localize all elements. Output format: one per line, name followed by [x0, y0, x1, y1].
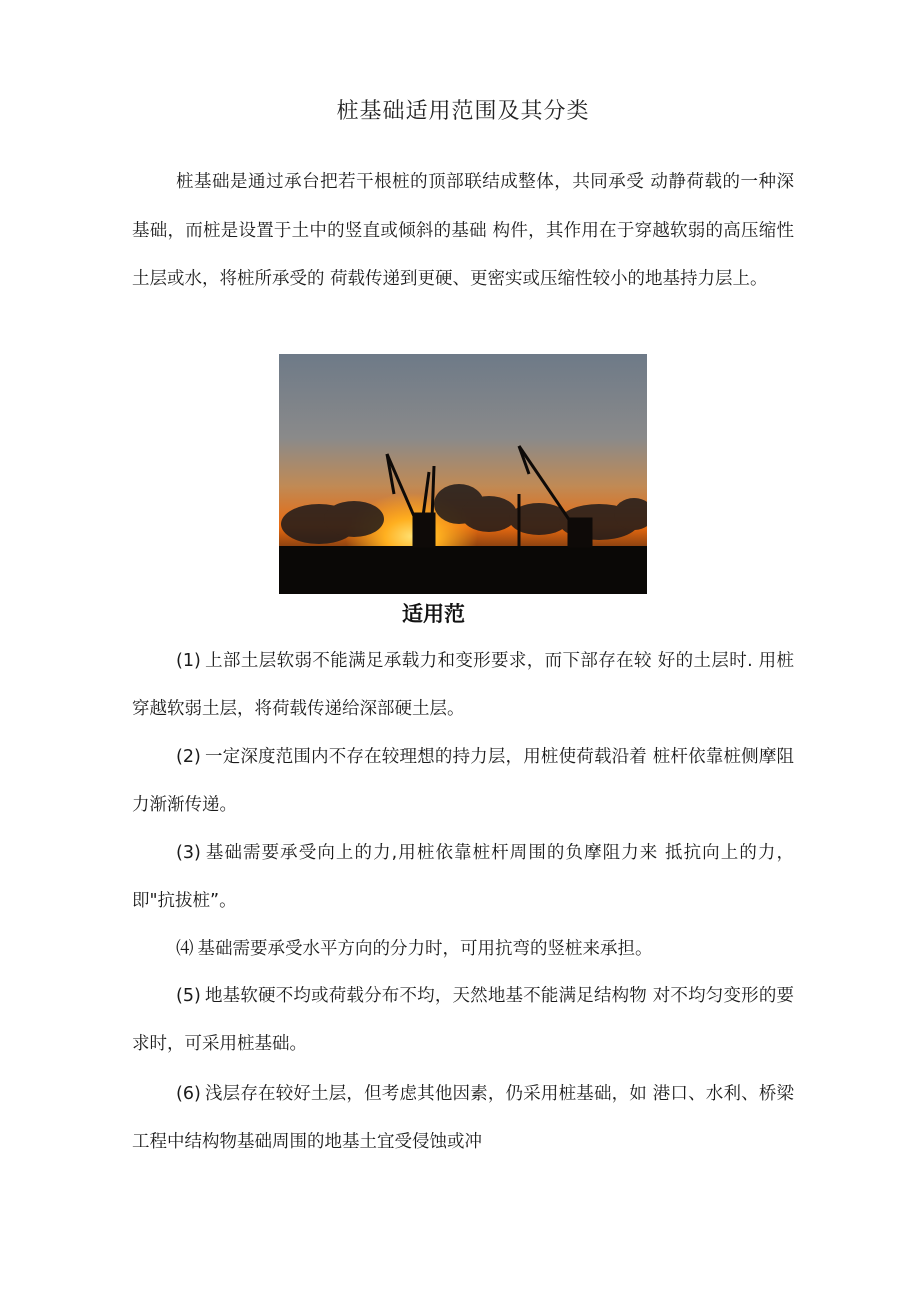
section-heading: 适用范 [402, 602, 465, 626]
item-number: (3) [176, 843, 201, 863]
ground [279, 546, 647, 594]
item-number: ⑷ [176, 939, 194, 959]
item-text: 基础需要承受水平方向的分力时，可用抗弯的竖桩来承担。 [197, 939, 653, 959]
item-number: (5) [176, 986, 201, 1006]
item-text: 一定深度范围内不存在较理想的持力层，用桩使荷载沿着 桩杆依靠桩侧摩阻力渐渐传递。 [132, 747, 794, 815]
item-text: 地基软硬不均或荷载分布不均，天然地基不能满足结构物 对不均匀变形的要求时，可采用桩基础。 [132, 986, 794, 1054]
construction-cranes-sunset-photo [279, 354, 647, 594]
list-item [132, 830, 794, 925]
list-item [132, 638, 794, 733]
list-item [132, 926, 794, 974]
list-item [132, 734, 794, 829]
item-number: (6) [176, 1084, 201, 1104]
item-text: 上部土层软弱不能满足承载力和变形要求，而下部存在较 好的土层时. 用桩穿越软弱土层，将荷载传递给深部硬土层。 [132, 651, 794, 719]
item-text: 基础需要承受向上的力,用桩依靠桩杆周围的负摩阻力来 抵抗向上的力，即"抗拔桩”。 [132, 843, 794, 911]
page-title: 桩基础适用范围及其分类 [336, 99, 590, 124]
item-text: 浅层存在较好土层，但考虑其他因素，仍采用桩基础，如 港口、水利、桥梁工程中结构物基础周围的地基土宜受侵蚀或冲 [132, 1084, 794, 1152]
item-number: (2) [176, 747, 201, 767]
list-item [132, 1071, 794, 1166]
list-item [132, 973, 794, 1068]
item-number: (1) [176, 651, 201, 671]
intro-paragraph: 桩基础是通过承台把若干根桩的顶部联结成整体，共同承受 动静荷载的一种深基础，而桩是设置于土中的竖直或倾斜的基础 构件，其作用在于穿越软弱的高压缩性土层或水，将桩所承受的 荷载传递到更硬、更密实或压缩性较小的地基持力层上。 [132, 172, 794, 289]
